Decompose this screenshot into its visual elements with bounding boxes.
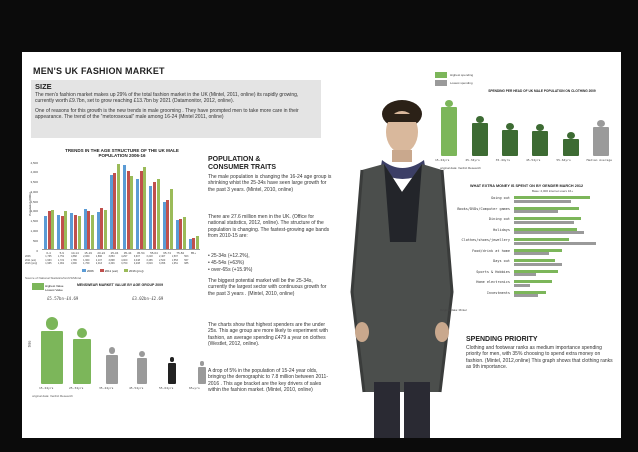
legend-low-label: Lowest Value bbox=[45, 288, 63, 292]
age-table-cell: 2,407 bbox=[159, 255, 166, 258]
age-table-cell: 4,208 bbox=[133, 262, 140, 265]
spend-figure bbox=[472, 123, 488, 156]
age-table-cell: 3,465 bbox=[146, 258, 153, 262]
age-bar bbox=[74, 215, 77, 249]
value-figure-head bbox=[109, 347, 116, 354]
age-table-cell: 3,863 bbox=[108, 255, 115, 258]
size-paragraph-2: One of reasons for this growth is the new trends in male grooming . They have prompted men to take more care in their appearance. The trend of the “metorosexual” male among 16-24 (Mintel 2011, online) bbox=[35, 108, 299, 120]
extra-money-title: WHAT EXTRA MONEY IS SPENT ON BY GENDER MARCH 2012 bbox=[470, 184, 584, 188]
extra-money-source: Original data: Mintel bbox=[440, 308, 467, 312]
spend-figure-head bbox=[445, 100, 453, 107]
age-table-cell: 1,651 bbox=[171, 262, 178, 265]
spend-figure bbox=[593, 127, 609, 156]
age-bar bbox=[153, 182, 156, 249]
extra-category-label: Days out bbox=[493, 259, 510, 263]
extra-bar bbox=[514, 231, 584, 234]
spending-text: Clothing and footwear ranks as medium importance spending priority for men, with 35% choosing to spend extra money on fashion. (Mintel, 2012,online) This graph shows that clothing ranks as 9th importance. bbox=[466, 345, 613, 370]
age-y-tick: 0 bbox=[36, 248, 38, 253]
extra-bar bbox=[514, 200, 571, 203]
spending-heading: SPENDING PRIORITY bbox=[466, 336, 538, 343]
population-text-5: A drop of 5% in the population of 15-24 year olds, bringing the demographic to 7.8 million between 2011- 2016 . This age bracket are the key drivers of sales within the fashion market. (Mintel, 2010, online) bbox=[208, 368, 328, 393]
age-table-cell: 685 bbox=[184, 262, 189, 265]
age-y-tick: 4,000 bbox=[30, 170, 38, 175]
age-table-cell: 2,013 bbox=[95, 262, 103, 265]
extra-category-label: Home electronics bbox=[476, 280, 510, 284]
spend-head-source: original data: Verdict Research bbox=[440, 166, 481, 170]
extra-category-label: Going out bbox=[491, 196, 510, 200]
market-value-source: original data: Verdict Research bbox=[32, 394, 73, 398]
age-table-cell: 2,107 bbox=[95, 258, 103, 262]
spend-head-title: SPENDING PER HEAD OF UK MALE POPULATION ON CLOTHING 2009 bbox=[488, 89, 596, 93]
value-x-tick: 65+yrs bbox=[189, 386, 200, 390]
population-bullet-1: • 25-34s (+12.2%), bbox=[208, 253, 250, 259]
age-table-cell: 4,048 bbox=[133, 258, 140, 262]
age-y-tick: 500 bbox=[32, 238, 38, 243]
market-value-chart bbox=[37, 304, 217, 384]
spend-x-tick: 25-34yrs bbox=[465, 158, 480, 162]
extra-category-label: Investments bbox=[486, 290, 510, 295]
age-bar bbox=[117, 164, 120, 249]
age-legend-swatch bbox=[100, 269, 104, 272]
extra-category-label: Food/drink at home bbox=[472, 248, 510, 253]
value-figure-head bbox=[170, 357, 175, 362]
age-bar bbox=[51, 210, 54, 249]
age-legend-swatch bbox=[82, 269, 86, 272]
extra-bar bbox=[514, 242, 596, 245]
age-chart-legend bbox=[82, 269, 144, 273]
extra-category-label: Books/DVDs/Computer games bbox=[457, 206, 510, 211]
age-table-cell: 4,346 bbox=[108, 262, 115, 265]
value-figure bbox=[41, 331, 63, 384]
spend-figure bbox=[563, 139, 579, 156]
age-y-tick: 1,000 bbox=[30, 228, 38, 233]
age-x-tick: 65-74 bbox=[163, 251, 171, 255]
range-left: £5.57bn-£4.69 bbox=[47, 296, 79, 301]
spend-figure bbox=[502, 130, 518, 156]
extra-money-chart bbox=[440, 196, 620, 306]
age-x-tick: 5-9 bbox=[59, 251, 64, 255]
age-table-cell: 2006 bbox=[25, 255, 31, 258]
population-bullet-2: • 45-54s (+63%) bbox=[208, 260, 245, 266]
age-table-cell: 1,721 bbox=[57, 258, 65, 262]
age-bar bbox=[48, 211, 51, 249]
population-text-1: The male population is changing the 16-24 age group is shrinking whist the 25-34s have seen large growth for the past 3 years. (Mintel, 2010, online) bbox=[208, 174, 332, 193]
market-value-title: MENSWEAR MARKET VALUE BY AGE GROUP 2009 bbox=[77, 283, 164, 287]
age-x-tick: 15-19 bbox=[84, 251, 92, 255]
legend-high-swatch bbox=[32, 283, 44, 290]
age-y-tick: 3,500 bbox=[30, 180, 38, 185]
value-x-tick: 45-54yrs bbox=[129, 386, 144, 390]
age-table-cell: 2016 (proj) bbox=[25, 262, 38, 265]
spend-high-label: Highest spending bbox=[450, 73, 474, 77]
age-x-tick: 85+ bbox=[190, 251, 196, 255]
age-bar bbox=[192, 238, 195, 249]
age-bar bbox=[61, 216, 64, 249]
age-bar bbox=[176, 220, 179, 249]
value-figure-head bbox=[46, 317, 58, 329]
age-chart-source: Source of National Statistics/Gn/US/Mintel bbox=[25, 276, 82, 280]
size-paragraph-1: The men’s fashion market makes up 29% of the total fashion market in the UK (Mintel, 2011, online) its rapidly growing, currently worth £9.7bn, set to grow reaching £13.7bn by 2021 (Datamonitor, 2012, online). bbox=[35, 92, 299, 104]
age-bar bbox=[166, 200, 169, 249]
age-legend-item bbox=[100, 269, 118, 273]
age-table-cell: 1,507 bbox=[171, 255, 178, 258]
age-table-cell: 3,607 bbox=[133, 255, 140, 258]
spend-head-x-axis bbox=[434, 158, 616, 164]
population-heading: POPULATION & CONSUMER TRAITS bbox=[208, 156, 277, 171]
value-figure bbox=[106, 355, 118, 384]
spend-figure-head bbox=[597, 120, 605, 127]
age-legend-label: 2016 (proj) bbox=[128, 269, 144, 273]
age-table-cell: 1,765 bbox=[70, 258, 77, 262]
age-table-cell: 4,000 bbox=[121, 258, 128, 262]
age-bar bbox=[91, 215, 94, 249]
age-bar bbox=[157, 179, 160, 249]
value-x-tick: 15-24yrs bbox=[39, 386, 54, 390]
spend-x-tick: Median Average bbox=[586, 158, 612, 162]
spend-figure-head bbox=[506, 123, 514, 130]
age-bar bbox=[196, 236, 199, 249]
age-bar bbox=[78, 216, 81, 249]
age-table-cell: 1,765 bbox=[45, 255, 52, 258]
legend-high-label: Highest Value bbox=[45, 284, 64, 288]
age-x-tick: 20-24 bbox=[97, 251, 106, 255]
age-table-cell: 1,769 bbox=[83, 262, 90, 265]
spend-x-tick: 45-54yrs bbox=[526, 158, 541, 162]
spend-figure-head bbox=[567, 132, 575, 139]
size-heading: SIZE bbox=[35, 82, 52, 91]
age-bar bbox=[110, 175, 113, 249]
extra-bar bbox=[514, 284, 530, 287]
spend-low-label: Lowest spending bbox=[450, 81, 473, 85]
age-table-cell: 1,960 bbox=[83, 258, 90, 262]
age-legend-item bbox=[82, 269, 94, 273]
age-y-tick: 4,500 bbox=[30, 160, 38, 165]
population-text-2: There are 27.6 million men in the UK. (Office for national statistics, 2012, online). The structure of the population is changing. The fastest-growing age bands from 2010-15 are: bbox=[208, 214, 330, 239]
size-section bbox=[31, 80, 321, 138]
age-x-tick: 35-44 bbox=[123, 251, 132, 255]
age-bar bbox=[100, 208, 103, 249]
population-text-3: The biggest potential market will be the 25-34s, currently the largest sector with continuous growth for the past 3 years . (Mintel, 2010, online) bbox=[208, 278, 327, 297]
spend-figure bbox=[532, 131, 548, 156]
age-table-cell: 2011 (est) bbox=[25, 258, 37, 262]
extra-bar bbox=[514, 221, 574, 224]
age-table-row bbox=[25, 262, 197, 266]
age-x-tick: 75-84 bbox=[176, 251, 185, 255]
spend-figure-head bbox=[476, 116, 484, 123]
population-text-4: The charts show that highest spenders are the under 25s. This age group are more likely to experiment with fashion, an average spending £479 a year on clothes (Westlet, 2012, online). bbox=[208, 322, 328, 347]
value-figure-head bbox=[139, 351, 145, 357]
age-table-cell: 3,898 bbox=[108, 258, 115, 262]
age-bar bbox=[183, 217, 186, 249]
age-chart-ylabel: Population (000s) bbox=[27, 192, 32, 216]
age-table-cell: 1,963 bbox=[45, 258, 52, 262]
age-table-cell: 1,553 bbox=[171, 258, 178, 262]
age-table-cell: 3,056 bbox=[159, 262, 166, 265]
age-bar bbox=[113, 173, 116, 249]
age-legend-label: 2006 bbox=[87, 269, 94, 273]
page-title: MEN'S UK FASHION MARKET bbox=[33, 66, 165, 76]
market-value-x-axis bbox=[37, 386, 217, 391]
age-bar bbox=[64, 211, 67, 249]
age-bar bbox=[127, 171, 130, 249]
spend-figure bbox=[441, 107, 457, 156]
spend-low-swatch bbox=[435, 80, 447, 86]
market-value-ylabel: Size bbox=[27, 340, 32, 348]
age-x-tick: 10-14 bbox=[71, 251, 79, 255]
fashion-market-page bbox=[22, 52, 621, 438]
age-table-cell: 1,868 bbox=[70, 255, 77, 258]
age-y-tick: 2,000 bbox=[30, 209, 38, 214]
age-bar bbox=[136, 179, 139, 249]
spend-figure-head bbox=[536, 124, 544, 131]
value-figure bbox=[73, 339, 92, 384]
age-bar bbox=[149, 186, 152, 249]
age-x-tick: 0-4 bbox=[46, 251, 51, 255]
age-bar bbox=[163, 202, 166, 249]
value-x-tick: 55-64yrs bbox=[159, 386, 174, 390]
age-table-cell: 4,297 bbox=[121, 255, 128, 258]
age-bar bbox=[140, 171, 143, 249]
age-table-cell: 3,760 bbox=[121, 262, 128, 265]
value-x-tick: 35-44yrs bbox=[99, 386, 114, 390]
age-bar bbox=[179, 219, 182, 249]
extra-bar bbox=[514, 263, 562, 266]
age-bar bbox=[143, 167, 146, 249]
extra-bar bbox=[514, 210, 558, 213]
age-table-cell: 1,690 bbox=[70, 262, 77, 265]
age-legend-item bbox=[124, 269, 144, 273]
age-y-tick: 3,000 bbox=[30, 189, 38, 194]
age-bar bbox=[87, 211, 90, 249]
age-bar bbox=[44, 216, 47, 249]
extra-category-label: Sports & Hobbies bbox=[476, 269, 510, 274]
age-table-cell: 1,961 bbox=[57, 262, 65, 265]
value-figure-head bbox=[77, 328, 87, 338]
extra-bar bbox=[514, 294, 538, 297]
age-legend-label: 2011 (est) bbox=[104, 269, 118, 273]
age-chart-data-table bbox=[25, 255, 197, 266]
age-x-tick: 55-64 bbox=[150, 251, 158, 255]
age-bar bbox=[189, 239, 192, 249]
population-bullet-3: • over-65s (+15.9%) bbox=[208, 267, 253, 273]
spend-x-tick: 35-44yrs bbox=[495, 158, 511, 162]
age-bar bbox=[123, 165, 126, 249]
age-table-cell: 1,896 bbox=[95, 255, 103, 258]
age-table-cell: 2,520 bbox=[159, 258, 166, 262]
extra-bar bbox=[514, 252, 549, 255]
spend-x-tick: 15-24yrs bbox=[435, 158, 450, 162]
age-bar bbox=[57, 215, 60, 249]
age-structure-chart bbox=[42, 162, 200, 250]
value-figure-head bbox=[200, 361, 204, 365]
age-bar bbox=[70, 213, 73, 249]
spend-head-chart bbox=[434, 98, 616, 156]
age-y-tick: 1,500 bbox=[30, 219, 38, 224]
age-table-cell: 3,218 bbox=[146, 255, 153, 258]
age-y-tick: 2,500 bbox=[30, 199, 38, 204]
spend-x-tick: 55-64yrs bbox=[556, 158, 571, 162]
range-right: £3.02bn-£2.69 bbox=[132, 296, 164, 301]
extra-category-label: Dining out bbox=[488, 217, 510, 221]
age-table-cell: 2,060 bbox=[83, 255, 90, 258]
age-structure-chart-title: TRENDS IN THE AGE STRUCTURE OF THE UK MALE POPULATION 2006-16 bbox=[65, 148, 179, 158]
extra-bar bbox=[514, 273, 536, 276]
age-x-tick: 45-54 bbox=[136, 251, 145, 255]
age-table-cell: 1,965 bbox=[45, 262, 52, 265]
extra-money-subtitle: Base: 2,000 internet users 16+ bbox=[532, 189, 573, 193]
age-table-cell: 503 bbox=[184, 255, 189, 258]
spend-high-swatch bbox=[435, 72, 447, 78]
age-bar bbox=[170, 189, 173, 249]
extra-category-label: Clothes/shoes/jewellery bbox=[461, 238, 510, 242]
age-x-tick: 25-34 bbox=[110, 251, 119, 255]
age-bar bbox=[130, 176, 133, 249]
value-figure bbox=[168, 363, 177, 384]
age-bar bbox=[84, 209, 87, 249]
value-figure bbox=[137, 358, 148, 384]
age-bar bbox=[97, 212, 100, 249]
age-table-cell: 3,619 bbox=[146, 262, 153, 265]
age-table-cell: 567 bbox=[184, 258, 189, 262]
value-x-tick: 25-34yrs bbox=[69, 386, 84, 390]
extra-category-label: Holidays bbox=[493, 227, 510, 232]
age-legend-swatch bbox=[124, 269, 128, 272]
value-figure bbox=[198, 367, 206, 384]
age-bar bbox=[104, 210, 107, 249]
age-table-cell: 1,751 bbox=[57, 255, 65, 258]
